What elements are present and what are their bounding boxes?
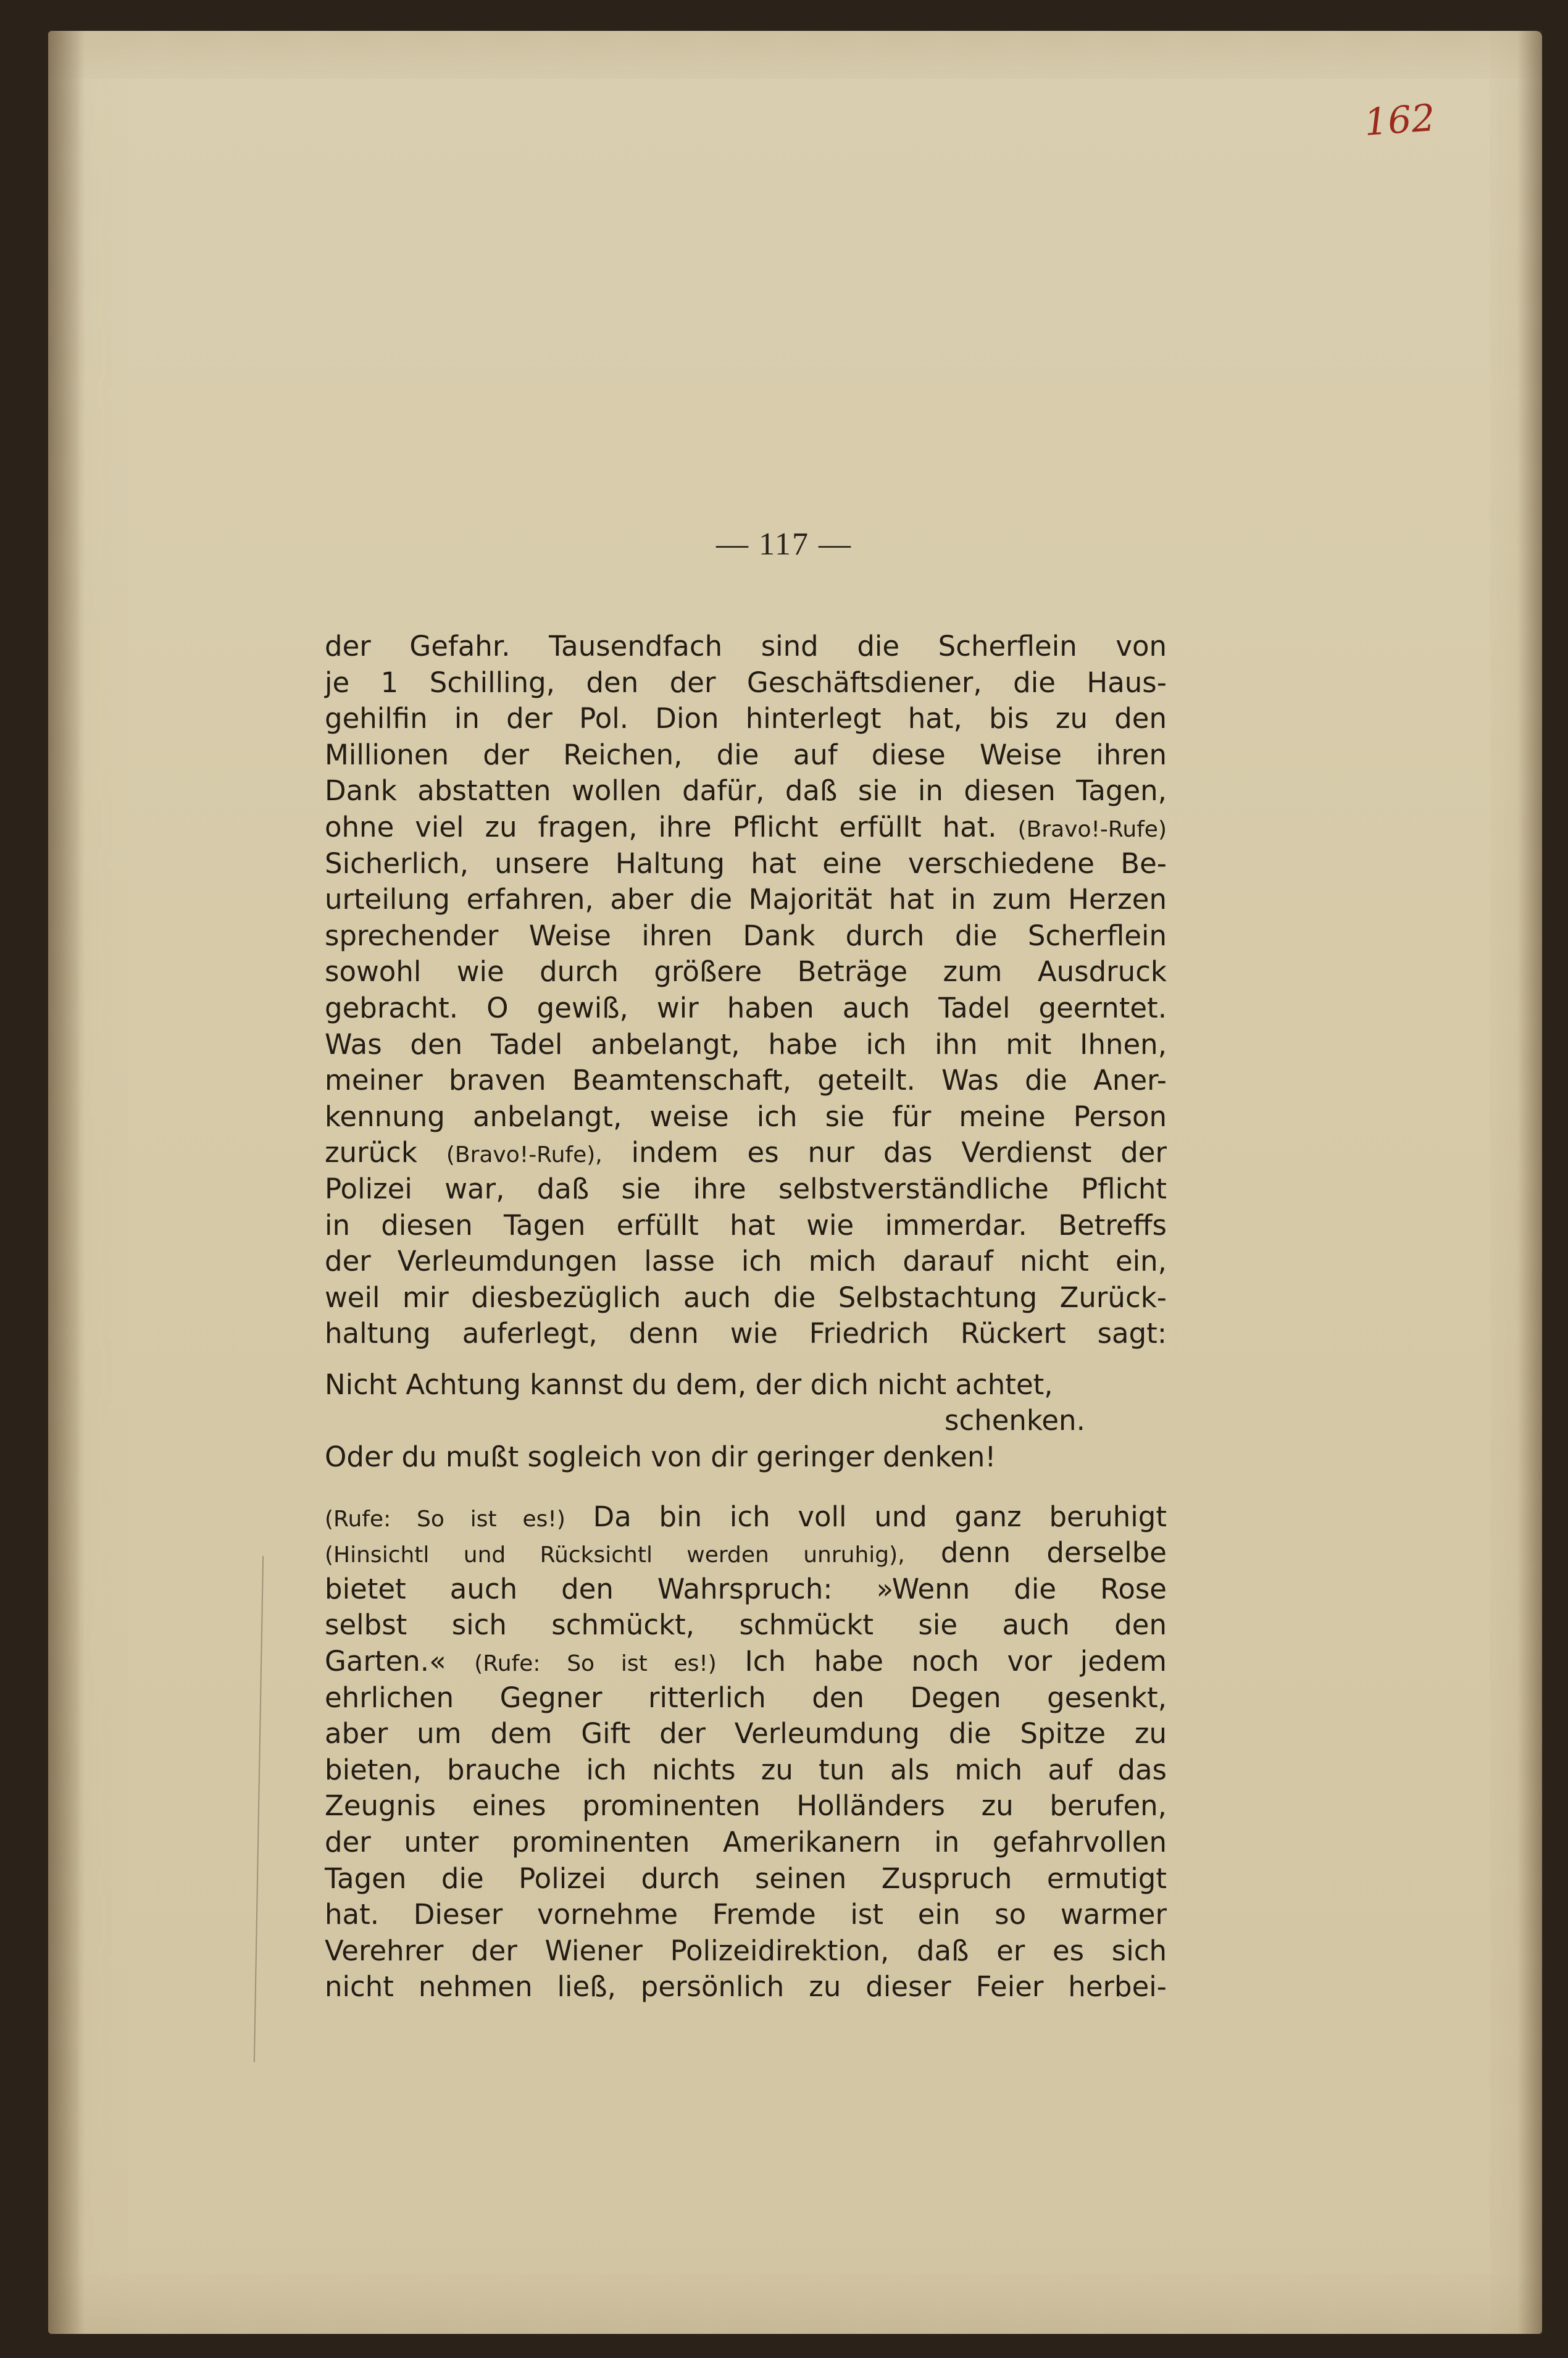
text-line: bieten, brauche ich nichts zu tun als mich auf das — [325, 1753, 1167, 1786]
interjection: (Bravo!-Rufe) — [1017, 816, 1167, 842]
archive-page-number: 162 — [1362, 96, 1437, 144]
text-line: der Gefahr. Tausendfach sind die Scherflein von — [325, 630, 1167, 663]
text-line: Polizei war, daß sie ihre selbstverständliche Pflicht — [325, 1172, 1167, 1205]
text-segment: indem es nur das Verdienst der — [631, 1136, 1167, 1169]
text-segment: Da bin ich voll und ganz beruhigt — [593, 1500, 1167, 1533]
text-line: in diesen Tagen erfüllt hat wie immerdar. Betreffs — [325, 1208, 1167, 1242]
text-line: der Verleumdungen lasse ich mich darauf nicht ein, — [325, 1245, 1167, 1278]
text-line: Dank abstatten wollen dafür, daß sie in diesen Tagen, — [325, 774, 1167, 808]
text-line: hat. Dieser vornehme Fremde ist ein so warmer — [325, 1898, 1167, 1931]
text-line-with-interjection — [325, 1644, 1167, 1680]
page-edge-right — [1517, 31, 1542, 2334]
text-segment: Garten.« — [325, 1645, 446, 1678]
text-line: urteilung erfahren, aber die Majorität hat in zum Herzen — [325, 883, 1167, 916]
text-line: weil mir diesbezüglich auch die Selbstachtung Zurück- — [325, 1281, 1167, 1314]
page-edge-left — [48, 31, 85, 2334]
text-line: kennung anbelangt, weise ich sie für meine Person — [325, 1100, 1167, 1133]
text-line: gehilfin in der Pol. Dion hinterlegt hat, bis zu den — [325, 702, 1167, 735]
text-line: je 1 Schilling, den der Geschäftsdiener, die Haus- — [325, 666, 1167, 699]
text-line: ehrlichen Gegner ritterlich den Degen gesenkt, — [325, 1681, 1167, 1714]
text-line: selbst sich schmückt, schmückt sie auch den — [325, 1608, 1167, 1642]
verse-line: Nicht Achtung kannst du dem, der dich nicht achtet, — [325, 1368, 1053, 1401]
text-line: der unter prominenten Amerikanern in gefahrvollen — [325, 1826, 1167, 1858]
text-line-with-interjection — [325, 809, 1167, 846]
verse-line-continuation: schenken. — [945, 1404, 1085, 1437]
text-line: Zeugnis eines prominenten Holländers zu berufen, — [325, 1789, 1167, 1823]
text-line: sprechender Weise ihren Dank durch die Scherflein — [325, 919, 1167, 952]
text-line: Sicherlich, unsere Haltung hat eine verschiedene Be- — [325, 847, 1167, 880]
interjection: (Rufe: So ist es!) — [474, 1651, 717, 1677]
text-line: aber um dem Gift der Verleumdung die Spitze zu — [325, 1717, 1167, 1750]
text-segment: denn derselbe — [940, 1536, 1167, 1570]
verse-line: Oder du mußt sogleich von dir geringer denken! — [325, 1440, 996, 1474]
text-line: sowohl wie durch größere Beträge zum Ausdruck — [325, 955, 1167, 989]
text-line: Tagen die Polizei durch seinen Zuspruch ermutigt — [325, 1862, 1167, 1895]
text-line: haltung auferlegt, denn wie Friedrich Rückert sagt: — [325, 1317, 1167, 1350]
text-line: bietet auch den Wahrspruch: »Wenn die Rose — [325, 1572, 1167, 1605]
text-line-with-interjection — [325, 1135, 1167, 1171]
page-number-header: — 117 — — [715, 527, 853, 562]
text-line-with-interjection — [325, 1535, 1167, 1571]
text-segment: ohne viel zu fragen, ihre Pflicht erfüllt hat. — [325, 810, 997, 843]
text-line: nicht nehmen ließ, persönlich zu dieser Feier herbei- — [325, 1970, 1167, 2004]
text-segment: zurück — [325, 1136, 417, 1169]
text-line: Was den Tadel anbelangt, habe ich ihn mit Ihnen, — [325, 1027, 1167, 1061]
text-segment: Ich habe noch vor jedem — [744, 1645, 1167, 1678]
interjection: (Bravo!-Rufe), — [446, 1142, 603, 1168]
closing-paragraph — [325, 1499, 1167, 2005]
verse-quote — [325, 1367, 1167, 1476]
body-text — [325, 629, 1167, 2005]
interjection: (Rufe: So ist es!) — [325, 1506, 565, 1532]
text-line: meiner braven Beamtenschaft, geteilt. Was die Aner- — [325, 1064, 1167, 1097]
text-line: Verehrer der Wiener Polizeidirektion, daß er es sich — [325, 1934, 1167, 1967]
text-line: Millionen der Reichen, die auf diese Weise ihren — [325, 738, 1167, 771]
text-line-with-interjection — [325, 1499, 1167, 1536]
text-line: gebracht. O gewiß, wir haben auch Tadel geerntet. — [325, 991, 1167, 1024]
interjection: (Hinsichtl und Rücksichtl werden unruhig), — [325, 1542, 905, 1568]
